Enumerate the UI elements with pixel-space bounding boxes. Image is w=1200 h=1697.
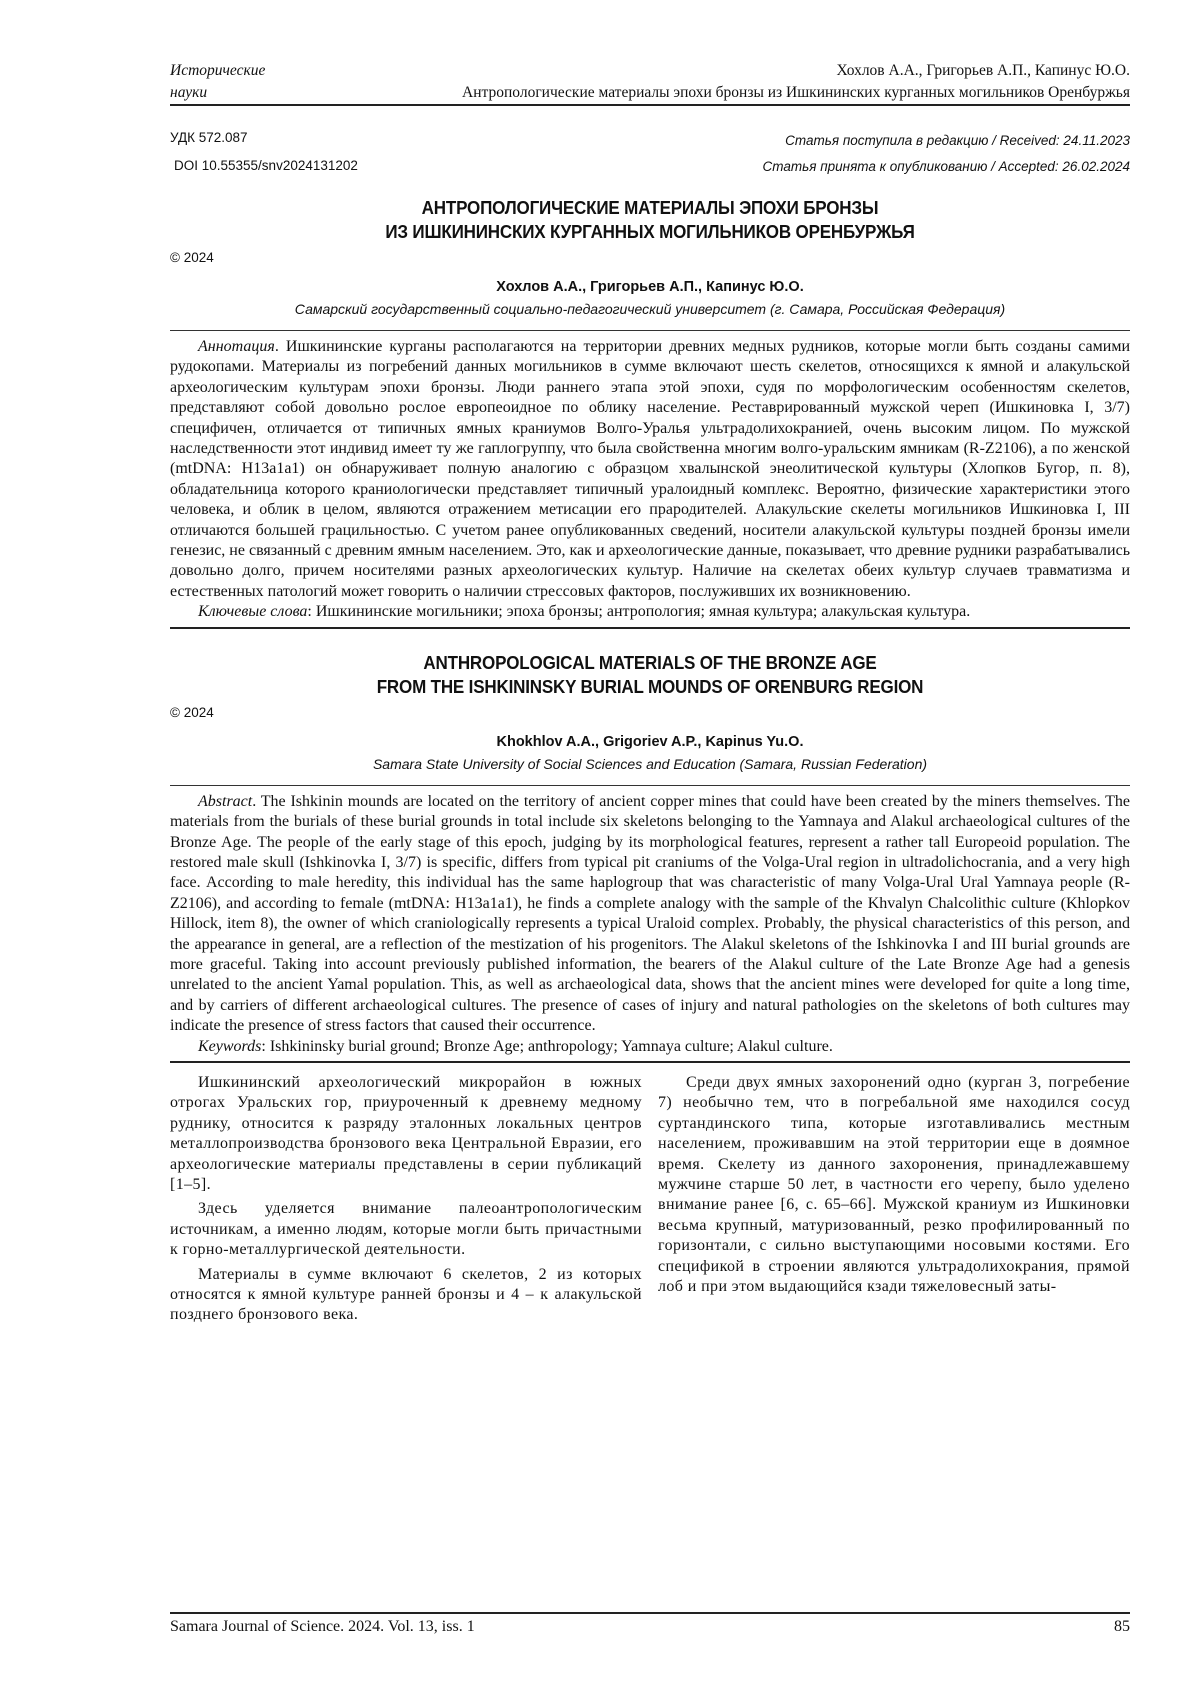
article-title-ru — [208, 196, 1091, 244]
body-right-column — [658, 1073, 1130, 1330]
body-paragraph: Ишкининский археологический микрорайон в южных отрогах Уральских гор, приуроченный к древнему медному руднику, относится к разряду эталонных локальных центров металлопроизводства бронзового века Центральной Евразии, его археологические материалы представлены в серии публикаций [1–5]. — [170, 1073, 642, 1193]
journal-section-label — [170, 60, 265, 104]
authors-en: Khokhlov A.A., Grigoriev A.P., Kapinus Yu.O. — [496, 733, 804, 750]
keywords-ru-text: : Ишкининские могильники; эпоха бронзы; антропология; ямная культура; алакульская культура. — [307, 603, 971, 621]
abstract-ru-bottom-divider — [170, 627, 1130, 629]
body-columns — [170, 1073, 1130, 1330]
received-date: Статья поступила в редакцию / Received: 24.11.2023 — [785, 133, 1130, 148]
article-meta — [170, 124, 1130, 186]
article-title-en — [208, 651, 1091, 699]
doi-link[interactable]: DOI 10.55355/snv2024131202 — [174, 158, 358, 173]
running-header — [170, 60, 1130, 104]
authors-ru: Хохлов А.А., Григорьев А.П., Капинус Ю.О. — [496, 279, 804, 295]
abstract-ru-label: Аннотация — [198, 338, 275, 355]
running-header-title: Антропологические материалы эпохи бронзы из Ишкининских курганных могильников Оренбуржья — [462, 84, 1130, 101]
affiliation-en: Samara State University of Social Sciences and Education (Samara, Russian Federation) — [372, 755, 928, 772]
copyright-ru: © 2024 — [170, 250, 214, 265]
keywords-ru-label: Ключевые слова — [198, 603, 308, 621]
abstract-en-text: . The Ishkinin mounds are located on the territory of ancient copper mines that could have been created by the miners themselves. The materials from the burials of these burial grounds in total include six skeletons belonging to the Yamnaya and Alakul archaeological cultures of the Bronze Age. The people of the early stage of this epoch, judging by its morphological features, represent a rather tall Europeoid population. The restored male skull (Ishkinovka I, 3/7) is specific, differs from typical pit craniums of the Volga-Ural region in ultradolichocrania, and a very high face. According to male heredity, this individual has the same haplogroup that was characteristic of many Volga-Ural Ural Yamnaya people (R-Z2106), and according to female (mtDNA: H13a1a1), he finds a complete analogy with the sample of the Khvalyn Chalcolithic culture (Khlopkov Hillock, item 8), the owner of which craniologically represents a typical Uraloid complex. Probably, the physical characteristics of this person, and the appearance in general, are a reflection of the mestization of his progenitors. The Alakul skeletons of the Ishkinovka I and III burial grounds are more graceful. Taking into account previously published information, the bearers of the Alakul culture of the Late Bronze Age had a genesis unrelated to the ancient Yamal population. This, as well as archaeological data, shows that the ancient mines were developed for quite a long time, and by carriers of different archaeological cultures. The presence of cases of injury and natural pathologies on the skeletons of both cultures may indicate the presence of stress factors that caused their occurrence. — [170, 792, 1130, 1035]
udc-code: УДК 572.087 — [170, 130, 248, 145]
abstract-ru — [170, 331, 1130, 627]
footer-journal-citation: Samara Journal of Science. 2024. Vol. 13, iss. 1 — [170, 1618, 475, 1635]
abstract-ru-text: . Ишкининские курганы располагаются на территории древних медных рудников, которые могли быть созданы самими рудокопами. Материалы из погребений данных могильников в сумме включают шесть скелетов, относящихся к ямной и алакульской археологическим культурам эпохи бронзы. Люди раннего этапа этой эпохи, судя по морфологическим особенностям скелетов, представляют собой довольно рослое европеоидное по облику население. Реставрированный мужской череп (Ишкиновка I, 3/7) специфичен, отличается от типичных ямных краниумов Волго-Уралья ультрадолихокранией, очень высоким лицом. По мужской наследственности этот индивид имеет ту же гаплогруппу, что была свойственна многим волго-уральским ямникам (R-Z2106), а по женской (mtDNA: H13a1a1) он обнаруживает полную аналогию с образцом хвалынской энеолитической культуры (Хлопков Бугор, п. 8), обладательница которого краниологически представляет типичный уралоидный комплекс. Вероятно, физические характеристики этого человека, и облик в целом, являются отражением метисации его прародителей. Алакульские скелеты могильников Ишкиновка I, III отличаются большей грацильностью. С учетом ранее опубликованных сведений, носители алакульской культуры поздней бронзы имели генезис, не связанный с древним ямным населением. Это, как и археологические данные, показывает, что древние рудники разрабатывались довольно долго, причем носителями разных археологических культур. Наличие на скелетах обеих культур случаев травматизма и естественных патологий может говорить о наличии стрессовых факторов, послуживших их возникновению. — [170, 338, 1130, 600]
page-footer — [170, 1612, 1130, 1635]
article-page — [170, 60, 1130, 1330]
copyright-en: © 2024 — [170, 704, 214, 720]
running-header-authors: Хохлов А.А., Григорьев А.П., Капинус Ю.О. — [836, 62, 1130, 79]
title-en-line1: ANTHROPOLOGICAL MATERIALS OF THE BRONZE AGE — [423, 651, 877, 673]
accepted-date: Статья принята к опубликованию / Accepted: 26.02.2024 — [762, 159, 1130, 174]
keywords-en-label: Keywords — [198, 1037, 262, 1055]
journal-section-line2: науки — [170, 84, 208, 101]
abstract-en-bottom-divider — [170, 1061, 1130, 1063]
keywords-en-text: : Ishkininsky burial ground; Bronze Age; anthropology; Yamnaya culture; Alakul culture. — [261, 1037, 833, 1055]
title-en-line2: FROM THE ISHKININSKY BURIAL MOUNDS OF ORENBURG REGION — [376, 675, 924, 697]
affiliation-ru: Самарский государственный социально-педагогический университет (г. Самара, Российская Федерация) — [294, 301, 1006, 317]
body-paragraph: Материалы в сумме включают 6 скелетов, 2 из которых относятся к ямной культуре ранней бронзы и 4 – к алакульской позднего бронзового века. — [170, 1265, 642, 1324]
abstract-en — [170, 786, 1130, 1061]
body-paragraph: Среди двух ямных захоронений одно (курган 3, погребение 7) необычно тем, что в погребальной яме находился сосуд суртандинского типа, которые изготавливались местным населением, проживавшим на этой территории еще в доямное время. Скелету из данного захоронения, принадлежавшему мужчине старше 50 лет, в частности его черепу, было уделено внимание ранее [6, с. 65–66]. Мужской краниум из Ишкиновки весьма крупный, матуризованный, резко профилированный по горизонтали, с сильно выступающими носовыми костями. Его спецификой в строении являются ультрадолихокрания, прямой лоб и при этом выдающийся кзади тяжеловесный заты- — [658, 1073, 1130, 1296]
title-ru-line1: АНТРОПОЛОГИЧЕСКИЕ МАТЕРИАЛЫ ЭПОХИ БРОНЗЫ — [421, 197, 879, 218]
running-header-right — [462, 60, 1130, 104]
page-number: 85 — [1114, 1618, 1130, 1635]
header-divider — [170, 104, 1130, 106]
body-left-column — [170, 1073, 642, 1330]
abstract-en-label: Abstract — [198, 792, 253, 810]
journal-section-line1: Исторические — [170, 62, 266, 79]
title-ru-line2: ИЗ ИШКИНИНСКИХ КУРГАННЫХ МОГИЛЬНИКОВ ОРЕНБУРЖЬЯ — [385, 221, 915, 242]
body-paragraph: Здесь уделяется внимание палеоантропологическим источникам, а именно людям, которые могли быть причастными к горно-металлургической деятельности. — [170, 1200, 642, 1259]
